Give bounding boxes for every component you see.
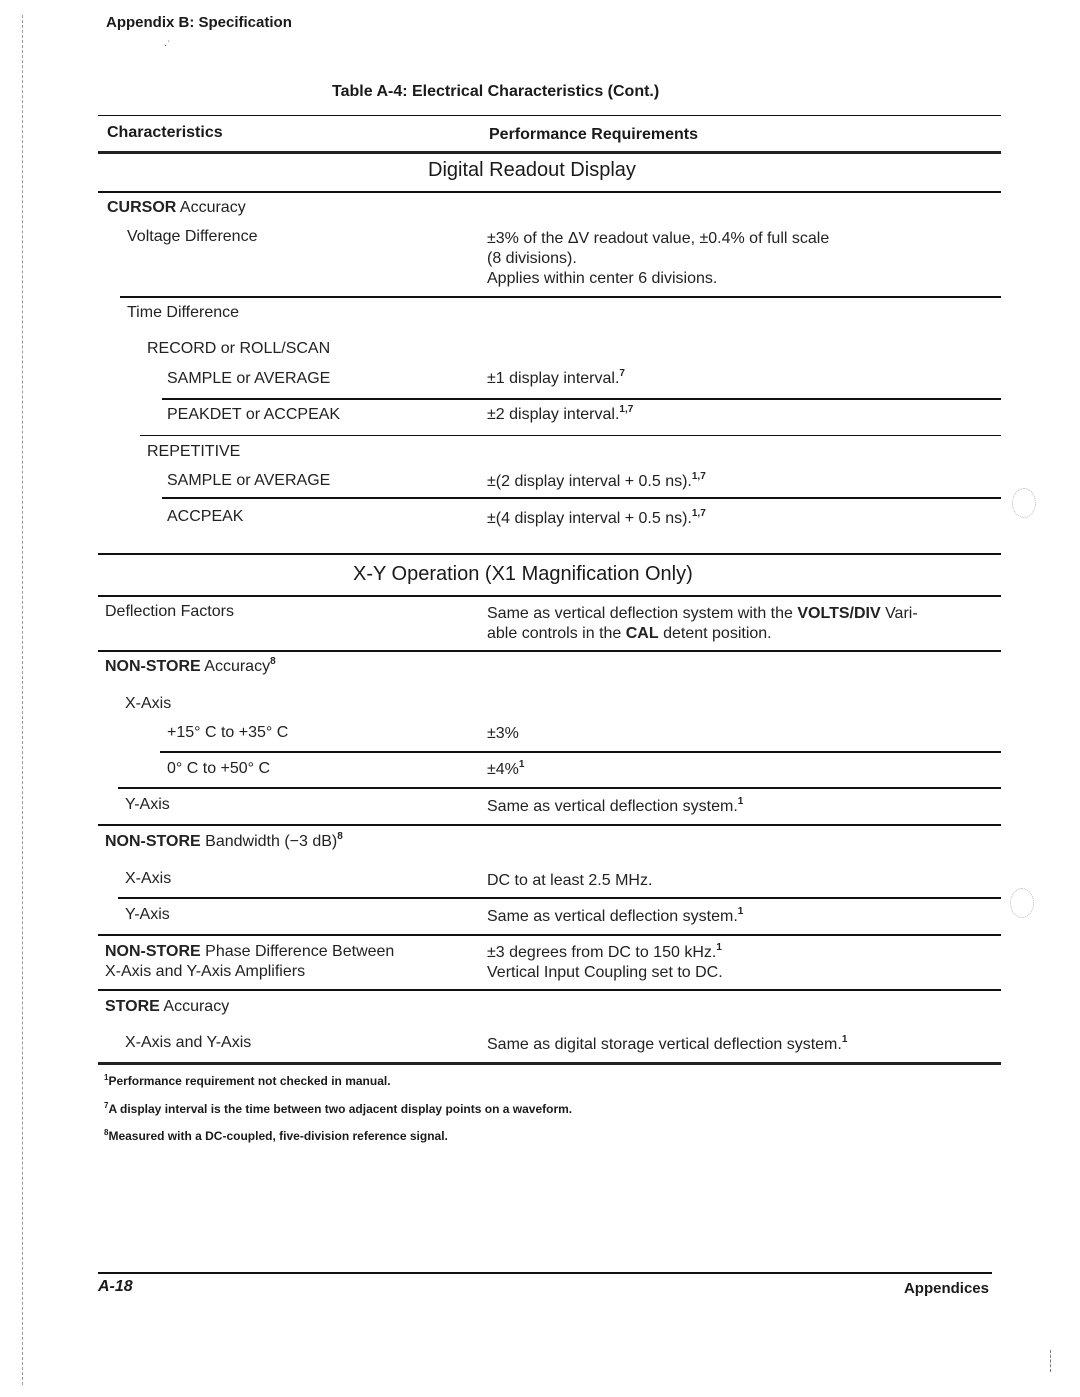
row-rule	[162, 398, 1001, 400]
section-rule	[98, 553, 1001, 555]
row-sample-average-value: ±1 display interval.$^7$	[487, 368, 625, 387]
row-temp-15-35-label: +15° C to +35° C	[167, 724, 289, 741]
running-head: Appendix B: Specification	[106, 14, 292, 31]
row-x-axis: X-Axis	[125, 695, 172, 712]
section-title-xy-operation: X-Y Operation (X1 Magnification Only)	[353, 563, 693, 585]
row-bw-x-axis-value: DC to at least 2.5 MHz.	[487, 872, 653, 889]
row-voltage-difference-value: ±3% of the ΔV readout value, ±0.4% of full scale (8 divisions). Applies within center 6 divisions.	[487, 230, 830, 287]
row-rule	[140, 435, 1001, 436]
row-bw-x-axis-label: X-Axis	[125, 870, 172, 887]
row-nonstore-accuracy: NON-STORE Accuracy$^8$	[105, 656, 276, 675]
scan-edge-mark	[1050, 1350, 1051, 1372]
row-store-xy-axis-label: X-Axis and Y-Axis	[125, 1034, 252, 1051]
row-bw-y-axis-label: Y-Axis	[125, 906, 170, 923]
table-top-rule	[98, 115, 1001, 116]
row-nonstore-bandwidth: NON-STORE Bandwidth (−3 dB)$^8$	[105, 831, 343, 850]
row-sample-average-label: SAMPLE or AVERAGE	[167, 370, 331, 387]
footnote-8: $^8$Measured with a DC-coupled, five-division reference signal.	[104, 1128, 448, 1143]
row-voltage-difference-label: Voltage Difference	[127, 228, 258, 245]
row-store-xy-axis-value: Same as digital storage vertical deflection system.$^1$	[487, 1034, 848, 1053]
section-rule	[98, 595, 1001, 597]
row-rule	[98, 989, 1001, 991]
row-bw-y-axis-value: Same as vertical deflection system.$^1$	[487, 906, 744, 925]
row-rule	[98, 824, 1001, 826]
footnote-1: $^1$Performance requirement not checked in manual.	[104, 1073, 391, 1088]
row-y-axis-value: Same as vertical deflection system.$^1$	[487, 796, 744, 815]
row-rule	[118, 897, 1001, 899]
footer-section-name: Appendices	[903, 1280, 989, 1297]
table-bottom-rule	[98, 1062, 1001, 1065]
row-temp-0-50-value: ±4%$^1$	[487, 759, 525, 778]
row-accpeak-label: ACCPEAK	[167, 508, 244, 525]
section-title-digital-readout: Digital Readout Display	[428, 159, 636, 181]
binding-margin-line	[22, 15, 23, 1385]
scan-speck: ·˙	[164, 40, 171, 51]
row-temp-0-50-label: 0° C to +50° C	[167, 760, 271, 777]
row-repetitive: REPETITIVE	[147, 443, 241, 460]
row-record-rollscan: RECORD or ROLL/SCAN	[147, 340, 331, 357]
row-deflection-factors-label: Deflection Factors	[105, 603, 234, 620]
row-rule	[120, 296, 1001, 298]
row-rule	[98, 934, 1001, 936]
footnote-7: $^7$A display interval is the time between two adjacent display points on a waveform.	[104, 1101, 573, 1116]
row-nonstore-phase-label: NON-STORE Phase Difference Between X-Axis and Y-Axis Amplifiers	[105, 943, 395, 980]
row-deflection-factors-value: Same as vertical deflection system with the VOLTS/DIV Vari- able controls in the CAL detent position.	[487, 605, 918, 642]
row-y-axis-label: Y-Axis	[125, 796, 170, 813]
row-rep-sample-average-label: SAMPLE or AVERAGE	[167, 472, 331, 489]
punch-hole-mark	[1010, 888, 1034, 918]
row-rule	[160, 751, 1001, 753]
row-rule	[162, 497, 1001, 499]
row-store-accuracy: STORE Accuracy	[105, 998, 230, 1015]
column-header-characteristics: Characteristics	[107, 124, 223, 141]
row-accpeak-value: ±(4 display interval + 0.5 ns).$^{1,7}$	[487, 508, 706, 527]
section-rule	[98, 191, 1001, 193]
column-header-performance: Performance Requirements	[489, 126, 698, 143]
row-cursor-accuracy: CURSOR Accuracy	[107, 199, 246, 216]
page-number: A-18	[98, 1278, 133, 1295]
row-nonstore-phase-value: ±3 degrees from DC to 150 kHz.$^1$ Vertical Input Coupling set to DC.	[487, 942, 723, 981]
row-rule	[118, 787, 1001, 789]
row-peakdet-accpeak-value: ±2 display interval.$^{1,7}$	[487, 404, 634, 423]
table-title: Table A-4: Electrical Characteristics (Cont.)	[332, 83, 660, 100]
header-bottom-rule	[98, 151, 1001, 154]
row-temp-15-35-value: ±3%	[487, 725, 519, 742]
row-peakdet-accpeak-label: PEAKDET or ACCPEAK	[167, 406, 341, 423]
row-rep-sample-average-value: ±(2 display interval + 0.5 ns).$^{1,7}$	[487, 471, 706, 490]
punch-hole-mark	[1012, 488, 1036, 518]
footer-rule	[98, 1272, 992, 1274]
label-bold: CURSOR	[107, 199, 177, 216]
row-rule	[98, 650, 1001, 652]
row-time-difference: Time Difference	[127, 304, 240, 321]
